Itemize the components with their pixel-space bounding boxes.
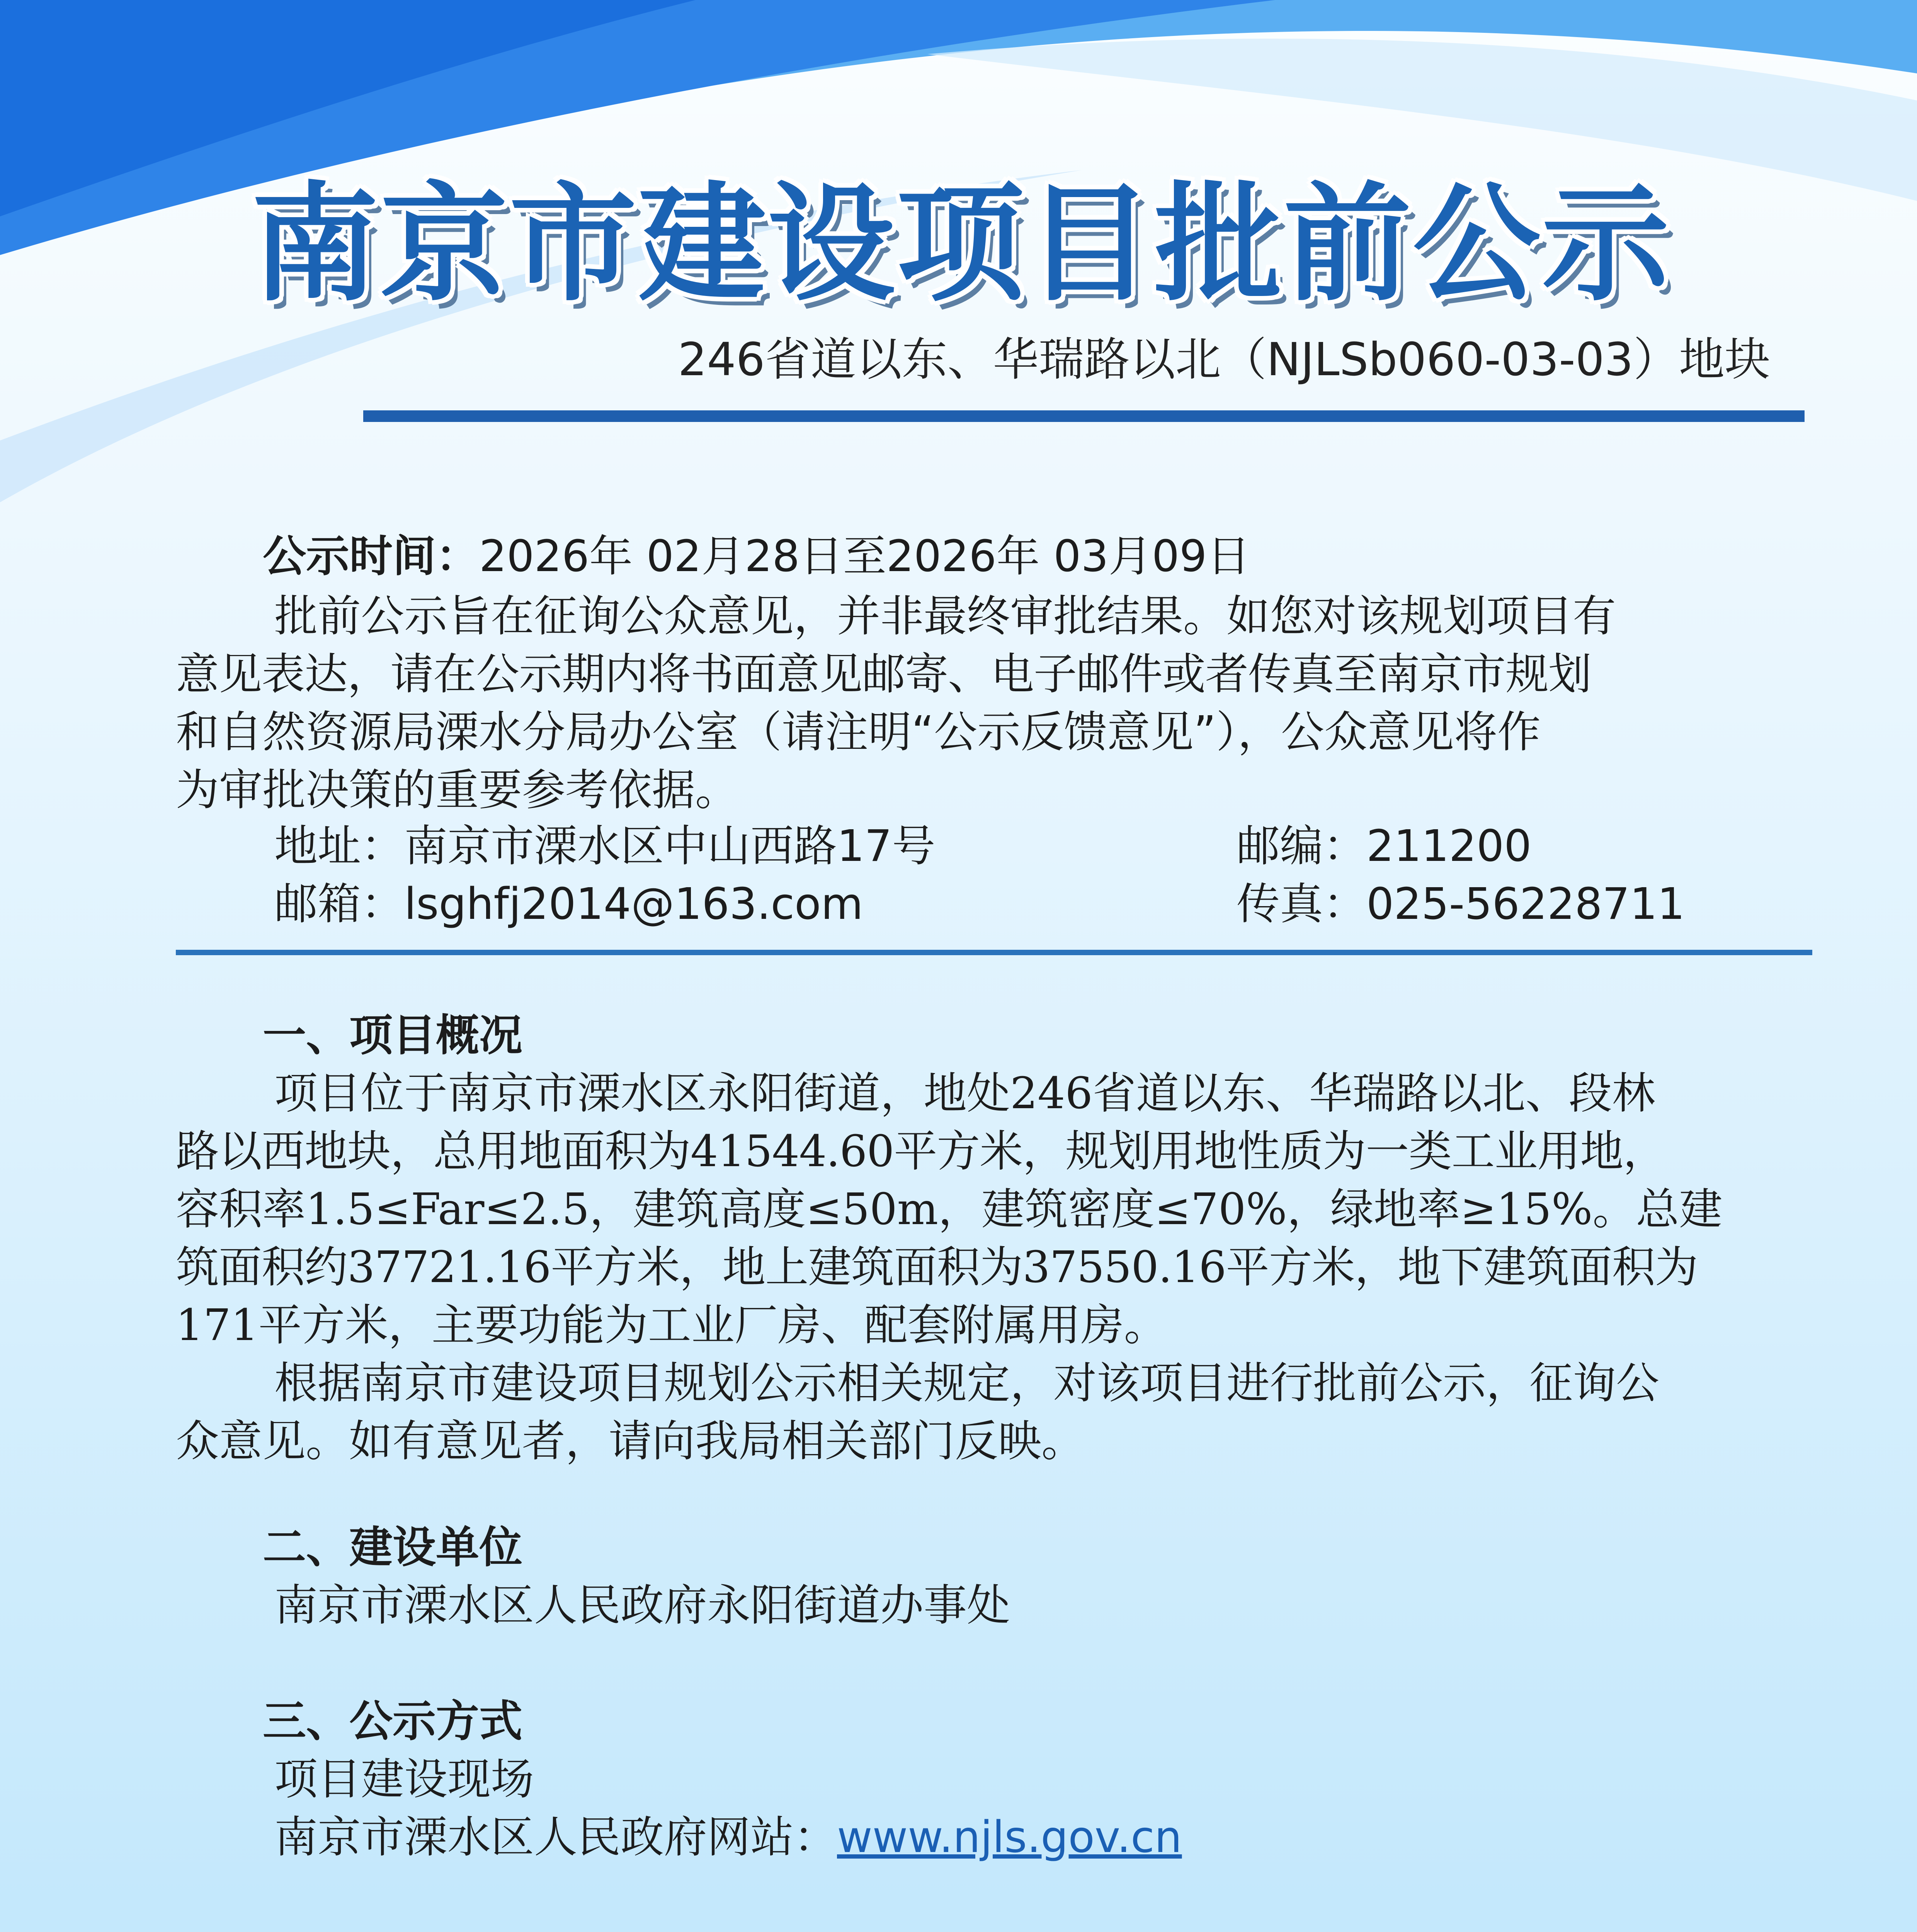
postcode-value: 211200: [1366, 821, 1532, 871]
fax-label: 传真：: [1237, 879, 1366, 929]
overview-line: 项目位于南京市溧水区永阳街道，地处246省道以东、华瑞路以北、段林: [274, 1068, 1655, 1119]
notice-time-label: 公示时间：: [263, 531, 479, 582]
overview-line: 筑面积约37721.16平方米，地上建筑面积为37550.16平方米，地下建筑面积为: [176, 1242, 1698, 1293]
method-website-row: [274, 1808, 1182, 1866]
overview-line: 众意见。如有意见者，请向我局相关部门反映。: [176, 1416, 1085, 1466]
postcode-row: [1237, 817, 1532, 875]
intro-line: 为审批决策的重要参考依据。: [176, 765, 738, 815]
intro-line: 和自然资源局溧水分局办公室（请注明“公示反馈意见”），公众意见将作: [176, 707, 1541, 757]
email-value[interactable]: lsghfj2014@163.com: [404, 879, 863, 929]
intro-line: 批前公示旨在征询公众意见，并非最终审批结果。如您对该规划项目有: [274, 591, 1616, 641]
section-heading-overview: 一、项目概况: [263, 1010, 522, 1061]
fax-row: [1237, 875, 1685, 933]
email-label: 邮箱：: [274, 879, 404, 929]
email-row: [274, 875, 863, 933]
section-divider: [176, 950, 1812, 955]
method-line-site: 项目建设现场: [274, 1754, 534, 1804]
section-heading-builder: 二、建设单位: [263, 1522, 522, 1573]
website-label: 南京市溧水区人民政府网站：: [274, 1812, 837, 1862]
address-value: 南京市溧水区中山西路17号: [404, 821, 936, 871]
section-heading-method: 三、公示方式: [263, 1696, 522, 1747]
address-label: 地址：: [274, 821, 404, 871]
notice-time-row: [263, 527, 1250, 585]
page-title: 南京市建设项目批前公示: [251, 168, 1671, 318]
overview-line: 路以西地块，总用地面积为41544.60平方米，规划用地性质为一类工业用地，: [176, 1126, 1666, 1177]
notice-time-value: 2026年 02月28日至2026年 03月09日: [479, 531, 1250, 582]
overview-line: 根据南京市建设项目规划公示相关规定，对该项目进行批前公示，征询公: [274, 1358, 1659, 1408]
address-row: [274, 817, 936, 875]
builder-value: 南京市溧水区人民政府永阳街道办事处: [274, 1580, 1010, 1631]
fax-value: 025-56228711: [1366, 879, 1685, 929]
intro-line: 意见表达，请在公示期内将书面意见邮寄、电子邮件或者传真至南京市规划: [176, 649, 1591, 699]
title-divider: [363, 410, 1805, 422]
overview-line: 容积率1.5≤Far≤2.5，建筑高度≤50m，建筑密度≤70%，绿地率≥15%。总建: [176, 1184, 1723, 1235]
project-subtitle: 246省道以东、华瑞路以北（NJLSb060-03-03）地块: [678, 333, 1770, 386]
overview-line: 171平方米，主要功能为工业厂房、配套附属用房。: [176, 1300, 1167, 1350]
website-link[interactable]: www.njls.gov.cn: [837, 1812, 1182, 1862]
postcode-label: 邮编：: [1237, 821, 1366, 871]
